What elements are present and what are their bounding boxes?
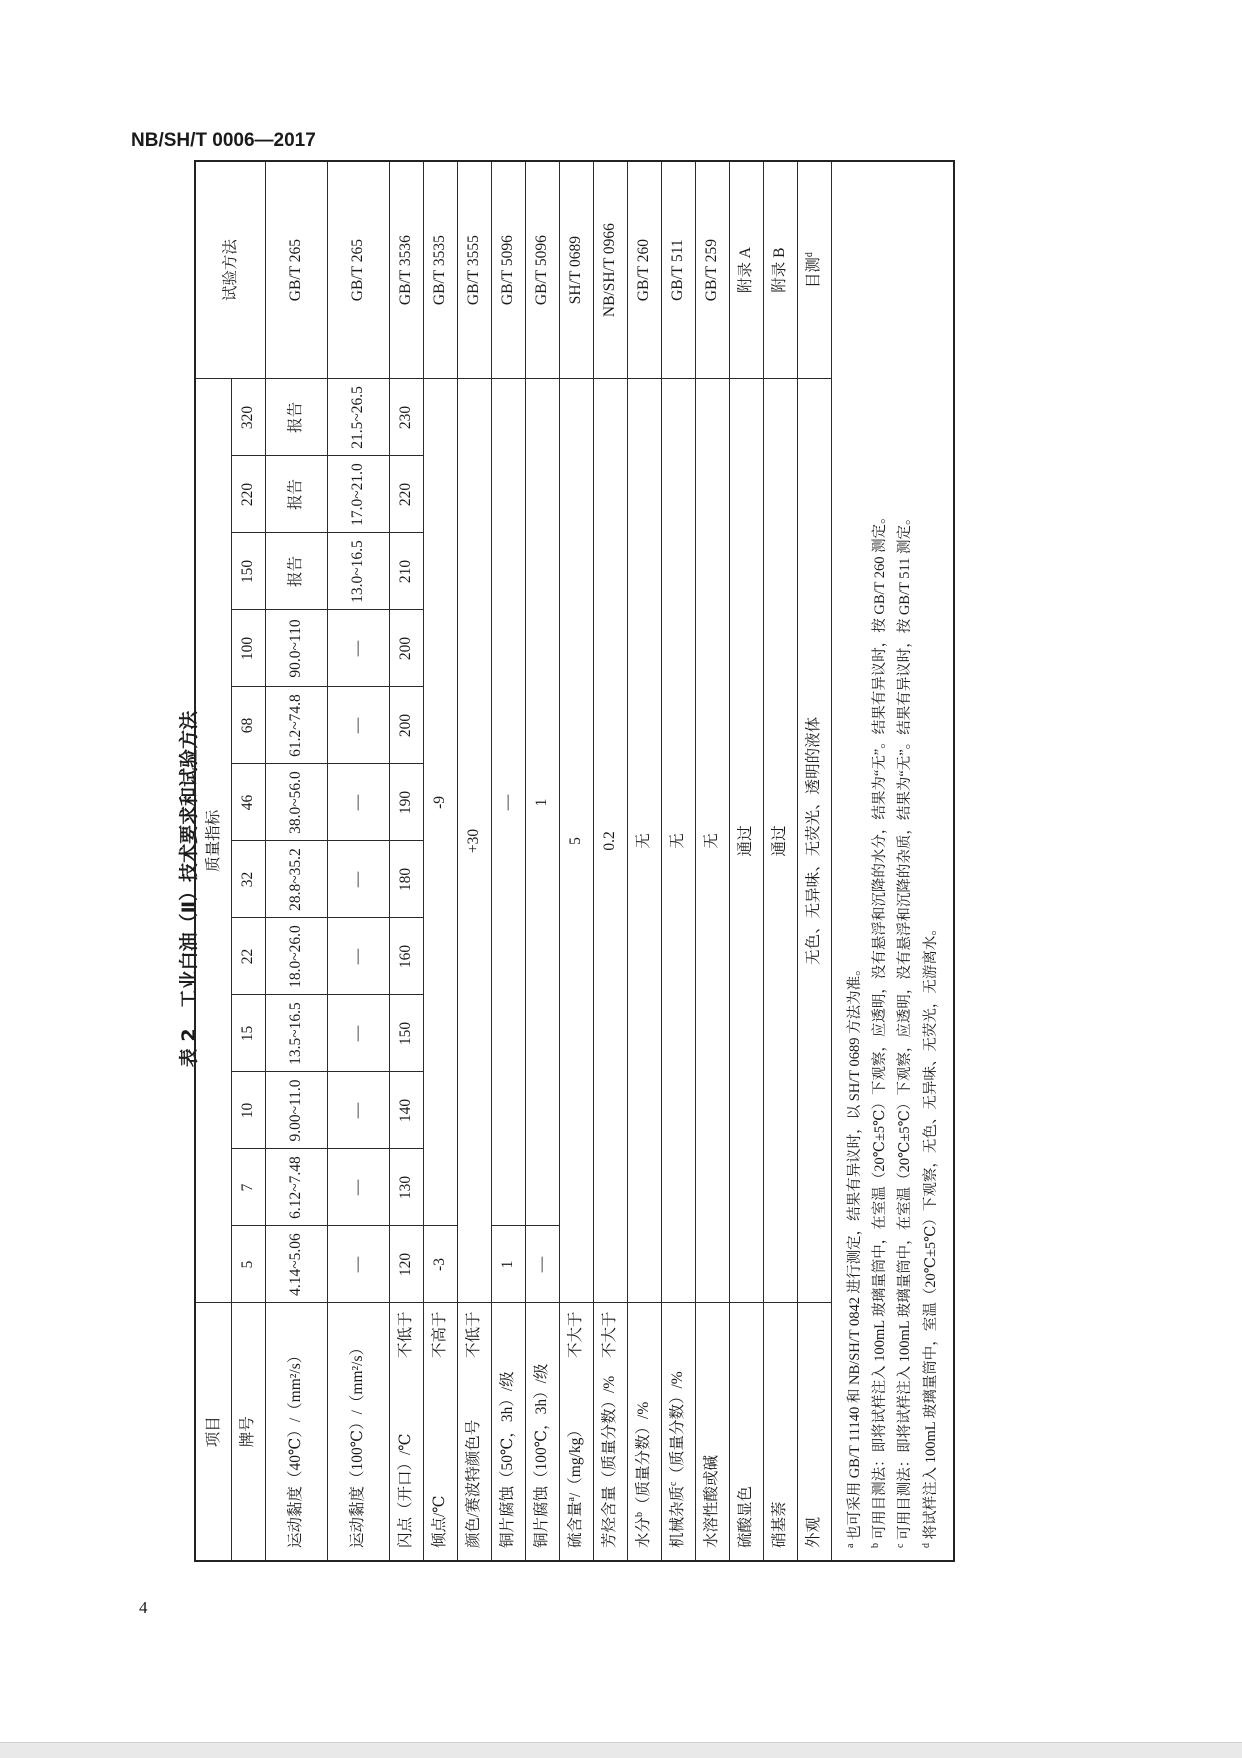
- item-label: 外观: [797, 1303, 831, 1561]
- table-row-sulfur: [559, 161, 593, 1561]
- grade-cell: 100: [231, 610, 265, 687]
- value-cell: 130: [389, 1149, 423, 1226]
- value-cell: 通过: [763, 379, 797, 1303]
- item-unit: （质量分数）/%: [669, 1371, 687, 1482]
- value-cell: 17.0~21.0: [327, 456, 389, 533]
- value-cell: 190: [389, 764, 423, 841]
- method-cell: NB/SH/T 0966: [593, 161, 627, 379]
- method-cell: 附录 B: [763, 161, 797, 379]
- spec-table: [194, 160, 955, 1562]
- grade-cell: 10: [231, 1072, 265, 1149]
- item-label: [559, 1303, 593, 1561]
- table-row-visc40: [265, 161, 327, 1561]
- table-row-aromatic: [593, 161, 627, 1561]
- value-cell: 61.2~74.8: [265, 687, 327, 764]
- grade-label: 牌号: [231, 1303, 265, 1561]
- item-text: 硫含量: [567, 1501, 585, 1548]
- item-label: 硫酸显色: [729, 1303, 763, 1561]
- item-label: [661, 1303, 695, 1561]
- footnote-mark: c: [668, 1481, 680, 1486]
- col-quality-header: 质量指标: [195, 379, 231, 1303]
- value-cell: 1: [491, 1226, 525, 1303]
- footnote: [842, 174, 867, 1548]
- method-cell: GB/T 265: [265, 161, 327, 379]
- spec-table-body: [195, 161, 954, 1561]
- table-title: 工业白油（Ⅱ）技术要求和试验方法: [178, 710, 200, 1009]
- item-text: 闪点（开口）/℃: [397, 1433, 415, 1548]
- table-row-flash: [389, 161, 423, 1561]
- value-cell: —: [491, 379, 525, 1226]
- value-cell: 220: [389, 456, 423, 533]
- table-row-water: [627, 161, 661, 1561]
- value-cell: 报告: [265, 533, 327, 610]
- value-cell: 28.8~35.2: [265, 841, 327, 918]
- limit-text: 不低于: [465, 1311, 483, 1359]
- grade-cell: 32: [231, 841, 265, 918]
- method-cell: GB/T 511: [661, 161, 695, 379]
- header-row-1: [195, 161, 231, 1561]
- standard-code: NB/SH/T 0006—2017: [131, 130, 316, 151]
- value-cell: —: [525, 1226, 559, 1303]
- method-cell: GB/T 260: [627, 161, 661, 379]
- footnote-mark: a: [844, 1543, 856, 1548]
- item-label: 运动黏度（40℃）/（mm²/s）: [265, 1303, 327, 1561]
- table-row-visc100: [327, 161, 389, 1561]
- value-cell: 13.0~16.5: [327, 533, 389, 610]
- table-number: 表 2: [178, 1028, 200, 1068]
- value-cell: 160: [389, 918, 423, 995]
- value-cell: —: [327, 610, 389, 687]
- grade-cell: 320: [231, 379, 265, 456]
- rotated-table-block: [167, 189, 1207, 1589]
- item-label: [593, 1303, 627, 1561]
- item-text: 水分: [635, 1516, 653, 1548]
- grade-cell: 68: [231, 687, 265, 764]
- value-cell: 140: [389, 1072, 423, 1149]
- value-cell: 180: [389, 841, 423, 918]
- footnotes: [831, 161, 954, 1561]
- method-cell: GB/T 3536: [389, 161, 423, 379]
- table-row-pour: [423, 161, 457, 1561]
- footnote-mark: c: [895, 1543, 907, 1548]
- col-item-header: 项目: [195, 1303, 231, 1561]
- footnote-text: 将试样注入 100mL 玻璃量筒中，室温（20℃±5℃）下观察，无色、无异味、无荧光，无游离水。: [922, 921, 939, 1540]
- item-unit: /（mg/kg）: [567, 1422, 585, 1498]
- method-cell: GB/T 265: [327, 161, 389, 379]
- footnote-mark: b: [634, 1511, 646, 1517]
- item-label: [627, 1303, 661, 1561]
- item-text: 机械杂质: [669, 1485, 687, 1548]
- value-cell: +30: [457, 379, 491, 1303]
- grade-cell: 150: [231, 533, 265, 610]
- value-cell: —: [327, 1149, 389, 1226]
- footnote: [918, 174, 943, 1548]
- value-cell: 9.00~11.0: [265, 1072, 327, 1149]
- grade-cell: 5: [231, 1226, 265, 1303]
- value-cell: 38.0~56.0: [265, 764, 327, 841]
- item-label: 铜片腐蚀（100℃，3h）/级: [525, 1303, 559, 1561]
- value-cell: —: [327, 995, 389, 1072]
- footnote-mark: b: [869, 1543, 881, 1548]
- value-cell: -3: [423, 1226, 457, 1303]
- limit-text: 不大于: [601, 1311, 619, 1359]
- value-cell: 通过: [729, 379, 763, 1303]
- item-label: 硝基萘: [763, 1303, 797, 1561]
- item-label: 铜片腐蚀（50℃，3h）/级: [491, 1303, 525, 1561]
- table-row-acid: [695, 161, 729, 1561]
- item-label: 运动黏度（100℃）/（mm²/s）: [327, 1303, 389, 1561]
- viewer-bottom-edge: [0, 1742, 1242, 1758]
- value-cell: —: [327, 687, 389, 764]
- item-label: [423, 1303, 457, 1561]
- value-cell: 报告: [265, 456, 327, 533]
- value-cell: 无色、无异味、无荧光、透明的液体: [797, 379, 831, 1303]
- method-cell: GB/T 259: [695, 161, 729, 379]
- value-cell: 210: [389, 533, 423, 610]
- method-text: 目测: [805, 257, 823, 289]
- value-cell: —: [327, 918, 389, 995]
- method-cell: SH/T 0689: [559, 161, 593, 379]
- table-row-color: [457, 161, 491, 1561]
- footnote-row: [831, 161, 954, 1561]
- value-cell: 5: [559, 379, 593, 1303]
- value-cell: 1: [525, 379, 559, 1226]
- value-cell: 无: [661, 379, 695, 1303]
- value-cell: —: [327, 764, 389, 841]
- item-text: 颜色/赛波特颜色号: [465, 1419, 483, 1548]
- value-cell: 无: [695, 379, 729, 1303]
- value-cell: 120: [389, 1226, 423, 1303]
- table-row-appearance: [797, 161, 831, 1561]
- page-number: 4: [139, 1598, 148, 1617]
- item-text: 倾点/℃: [431, 1495, 449, 1548]
- footnote-mark: a: [566, 1497, 578, 1502]
- item-text: 芳烃含量（质量分数）/%: [601, 1375, 619, 1548]
- value-cell: -9: [423, 379, 457, 1226]
- method-cell: [797, 161, 831, 379]
- limit-text: 不低于: [397, 1311, 415, 1359]
- table-row-sulfuric: [729, 161, 763, 1561]
- value-cell: 报告: [265, 379, 327, 456]
- grade-cell: 7: [231, 1149, 265, 1226]
- value-cell: 200: [389, 687, 423, 764]
- value-cell: 150: [389, 995, 423, 1072]
- value-cell: —: [327, 841, 389, 918]
- value-cell: 200: [389, 610, 423, 687]
- footnote: [867, 174, 892, 1548]
- footnote: [892, 174, 917, 1548]
- value-cell: 18.0~26.0: [265, 918, 327, 995]
- value-cell: 90.0~110: [265, 610, 327, 687]
- method-cell: GB/T 3535: [423, 161, 457, 379]
- value-cell: 230: [389, 379, 423, 456]
- table-row-nitro: [763, 161, 797, 1561]
- footnote-mark: d: [804, 252, 816, 258]
- method-cell: GB/T 5096: [525, 161, 559, 379]
- item-label: [457, 1303, 491, 1561]
- grade-cell: 220: [231, 456, 265, 533]
- grade-cell: 15: [231, 995, 265, 1072]
- table-row-cu100: [525, 161, 559, 1561]
- value-cell: 4.14~5.06: [265, 1226, 327, 1303]
- item-label: [389, 1303, 423, 1561]
- limit-text: 不高于: [431, 1311, 449, 1359]
- table-row-cu50: [491, 161, 525, 1561]
- footnote-text: 可用目测法：即将试样注入 100mL 玻璃量筒中，在室温（20℃±5℃）下观察，应透明，没有悬浮和沉降的杂质，结果为“无”。结果有异议时，按 GB/T 511 测定。: [897, 510, 914, 1540]
- item-label: 水溶性酸或碱: [695, 1303, 729, 1561]
- method-cell: GB/T 5096: [491, 161, 525, 379]
- value-cell: 13.5~16.5: [265, 995, 327, 1072]
- footnote-mark: d: [920, 1543, 932, 1548]
- footnote-text: 可用目测法：即将试样注入 100mL 玻璃量筒中，在室温（20℃±5℃）下观察，应透明，没有悬浮和沉降的水分，结果为“无”。结果有异议时，按 GB/T 260 测定。: [871, 509, 888, 1540]
- col-method-header: 试验方法: [195, 161, 265, 379]
- footnote-text: 也可采用 GB/T 11140 和 NB/SH/T 0842 进行测定，结果有异议时，以 SH/T 0689 方法为准。: [846, 961, 863, 1540]
- grade-cell: 46: [231, 764, 265, 841]
- item-unit: （质量分数）/%: [635, 1401, 653, 1512]
- limit-text: 不大于: [567, 1311, 585, 1359]
- value-cell: —: [327, 1226, 389, 1303]
- value-cell: 无: [627, 379, 661, 1303]
- method-cell: 附录 A: [729, 161, 763, 379]
- value-cell: —: [327, 1072, 389, 1149]
- value-cell: 6.12~7.48: [265, 1149, 327, 1226]
- value-cell: 21.5~26.5: [327, 379, 389, 456]
- value-cell: 0.2: [593, 379, 627, 1303]
- method-cell: GB/T 3555: [457, 161, 491, 379]
- table-row-impurity: [661, 161, 695, 1561]
- grade-cell: 22: [231, 918, 265, 995]
